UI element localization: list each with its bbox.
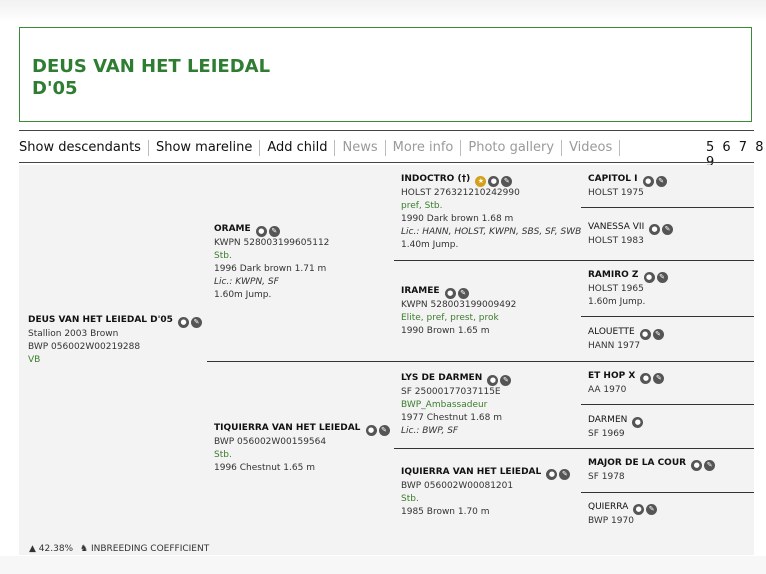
add-child-link[interactable]: Add child xyxy=(260,140,335,156)
edit-icon: ✎ xyxy=(501,176,512,187)
family-icon: ● xyxy=(366,425,377,436)
edit-icon: ✎ xyxy=(704,460,715,471)
more-info-link[interactable]: More info xyxy=(386,140,462,156)
edit-icon: ✎ xyxy=(656,176,667,187)
show-mareline-link[interactable]: Show mareline xyxy=(149,140,260,156)
edit-icon: ✎ xyxy=(269,226,280,237)
menu-top-divider xyxy=(19,130,754,131)
edit-icon: ✎ xyxy=(646,504,657,515)
family-icon: ● xyxy=(691,460,702,471)
family-icon: ● xyxy=(178,317,189,328)
family-icon: ● xyxy=(640,373,651,384)
family-icon: ● xyxy=(643,176,654,187)
edit-icon: ✎ xyxy=(379,425,390,436)
gen4-cell[interactable]: DARMEN ● SF 1969 xyxy=(588,414,643,441)
family-icon: ● xyxy=(632,417,643,428)
subject-horse[interactable]: DEUS VAN HET LEIEDAL D'05 ● ✎ Stallion 2003 Brown BWP 056002W00219288 VB xyxy=(28,314,202,367)
menu-bottom-divider xyxy=(19,162,754,163)
family-icon: ● xyxy=(487,375,498,386)
edit-icon: ✎ xyxy=(662,224,673,235)
divider xyxy=(581,404,754,405)
family-icon: ● xyxy=(633,504,644,515)
gen4-cell[interactable]: VANESSA VII ● ✎ HOLST 1983 xyxy=(588,221,673,248)
divider xyxy=(581,492,754,493)
triangle-icon: ▲ xyxy=(29,544,36,554)
sire-cell[interactable]: ORAME ● ✎ KWPN 528003199605112 Stb. 1996 Dark brown 1.71 m Lic.: KWPN, SF 1.60m Jump. xyxy=(214,224,330,300)
horse-icon: ♞ xyxy=(80,544,89,554)
photo-gallery-link[interactable]: Photo gallery xyxy=(461,140,562,156)
half-divider xyxy=(207,361,754,362)
edit-icon: ✎ xyxy=(458,288,469,299)
horse-title-box xyxy=(19,27,752,122)
action-menu xyxy=(19,137,620,159)
sire-dam-cell[interactable]: IRAMEE ● ✎ KWPN 528003199009492 Elite, pref, prest, prok 1990 Brown 1.65 m xyxy=(401,286,517,336)
dam-sire-cell[interactable]: LYS DE DARMEN ● ✎ SF 25000177037115E BWP_Ambassadeur 1977 Chestnut 1.68 m Lic.: BWP, SF xyxy=(401,372,511,438)
gen4-cell[interactable]: RAMIRO Z ● ✎ HOLST 1965 1.60m Jump. xyxy=(588,269,668,309)
family-icon: ● xyxy=(445,288,456,299)
gen4-cell[interactable]: ALOUETTE ● ✎ HANN 1977 xyxy=(588,326,664,353)
family-icon: ● xyxy=(256,226,267,237)
dam-dam-cell[interactable]: IQUIERRA VAN HET LEIEDAL ● ✎ BWP 056002W00081201 Stb. 1985 Brown 1.70 m xyxy=(401,466,570,519)
top-fade xyxy=(0,0,766,22)
edit-icon: ✎ xyxy=(653,329,664,340)
gen4-cell[interactable]: MAJOR DE LA COUR ● ✎ SF 1978 xyxy=(588,457,715,484)
sire-sire-cell[interactable]: INDOCTRO (†) ★ ● ✎ HOLST 276321210242990 pref, Stb. 1990 Dark brown 1.68 m Lic.: HANN, HOLST, KWPN, SBS, SF, SWB 1.40m Jump. xyxy=(401,174,582,250)
show-descendants-link[interactable]: Show descendants xyxy=(19,140,149,156)
family-icon: ● xyxy=(640,329,651,340)
generation-pagination[interactable]: 5 6 7 8 xyxy=(706,140,766,155)
gen4-cell[interactable]: CAPITOL I ● ✎ HOLST 1975 xyxy=(588,173,667,200)
news-link[interactable]: News xyxy=(335,140,385,156)
family-icon: ● xyxy=(546,469,557,480)
dam-cell[interactable]: TIQUIERRA VAN HET LEIEDAL ● ✎ BWP 056002W00159564 Stb. 1996 Chestnut 1.65 m xyxy=(214,422,390,475)
edit-icon: ✎ xyxy=(653,373,664,384)
gen4-cell[interactable]: QUIERRA ● ✎ BWP 1970 xyxy=(588,501,657,528)
divider xyxy=(394,260,754,261)
divider xyxy=(581,207,754,208)
edit-icon: ✎ xyxy=(500,375,511,386)
videos-link[interactable]: Videos xyxy=(562,140,620,156)
edit-icon: ✎ xyxy=(559,469,570,480)
gen4-cell[interactable]: ET HOP X ● ✎ AA 1970 xyxy=(588,370,664,397)
divider xyxy=(394,448,754,449)
edit-icon: ✎ xyxy=(191,317,202,328)
bottom-fade xyxy=(0,556,766,574)
pedigree-grid xyxy=(19,165,754,555)
star-icon: ★ xyxy=(475,176,486,187)
family-icon: ● xyxy=(649,224,660,235)
family-icon: ● xyxy=(488,176,499,187)
family-icon: ● xyxy=(644,272,655,283)
edit-icon: ✎ xyxy=(657,272,668,283)
divider xyxy=(581,316,754,317)
inbreeding-coefficient[interactable]: ▲ 42.38% ♞ INBREEDING COEFFICIENT xyxy=(29,544,210,554)
page-title: DEUS VAN HET LEIEDAL D'05 xyxy=(32,56,271,99)
